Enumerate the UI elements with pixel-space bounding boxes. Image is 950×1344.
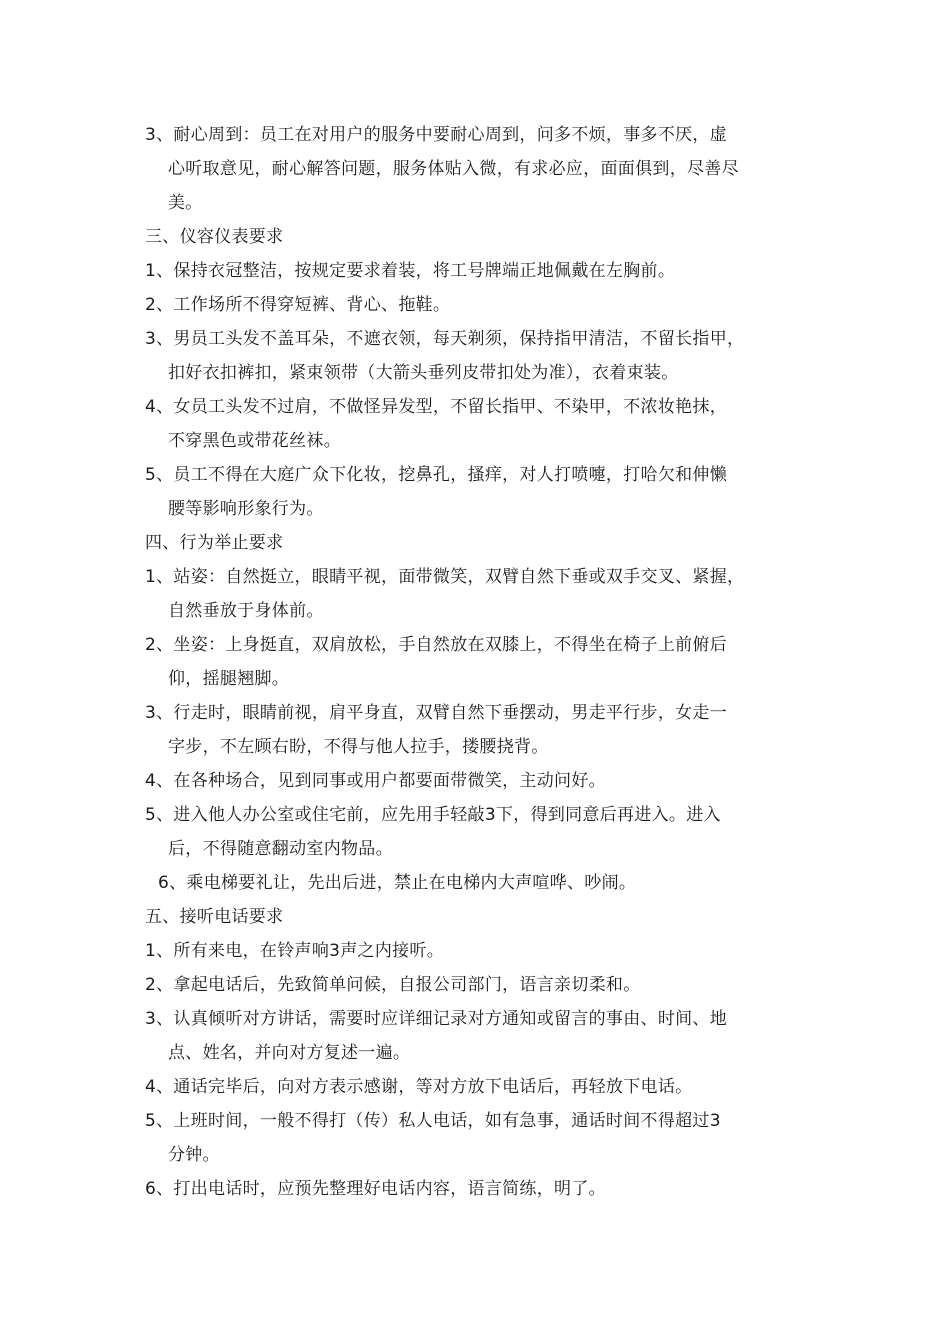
paragraph-line: 五、接听电话要求 [145,907,284,927]
paragraph-line: 3、认真倾听对方讲话，需要时应详细记录对方通知或留言的事由、时间、地 [145,1009,728,1029]
paragraph-line: 4、通话完毕后，向对方表示感谢，等对方放下电话后，再轻放下电话。 [145,1077,693,1097]
paragraph-continuation-line: 扣好衣扣裤扣，紧束领带（大箭头垂列皮带扣处为准），衣着束装。 [168,363,679,383]
list-item [145,458,805,526]
list-item [145,1172,805,1206]
list-item [145,254,805,288]
paragraph-continuation-line: 美。 [168,193,203,213]
paragraph-continuation-line: 不穿黑色或带花丝袜。 [168,431,341,451]
list-item [145,1070,805,1104]
paragraph-line: 2、坐姿：上身挺直，双肩放松，手自然放在双膝上，不得坐在椅子上前俯后 [145,635,728,655]
list-item [145,934,805,968]
paragraph-line: 5、员工不得在大庭广众下化妆，挖鼻孔，搔痒，对人打喷嚏，打哈欠和伸懒 [145,465,728,485]
paragraph-line: 3、男员工头发不盖耳朵，不遮衣领，每天剃须，保持指甲清洁，不留长指甲， [145,329,745,349]
document-body [145,118,805,1206]
paragraph-line: 5、上班时间，一般不得打（传）私人电话，如有急事，通话时间不得超过3 [145,1111,721,1131]
list-item [145,866,805,900]
list-item [145,968,805,1002]
section-heading [145,900,805,934]
paragraph-continuation-line: 分钟。 [168,1145,220,1165]
list-item [145,1104,805,1172]
paragraph-line: 2、拿起电话后，先致简单问候，自报公司部门，语言亲切柔和。 [145,975,641,995]
section-heading [145,220,805,254]
list-item [145,764,805,798]
paragraph-line: 1、保持衣冠整洁，按规定要求着装，将工号牌端正地佩戴在左胸前。 [145,261,676,281]
list-item [145,1002,805,1070]
paragraph-line: 1、所有来电，在铃声响3声之内接听。 [145,941,445,961]
list-item [145,628,805,696]
paragraph-line: 5、进入他人办公室或住宅前，应先用手轻敲3下，得到同意后再进入。进入 [145,805,721,825]
list-item [145,798,805,866]
paragraph-continuation-line: 自然垂放于身体前。 [168,601,324,621]
paragraph-line: 三、仪容仪表要求 [145,227,284,247]
paragraph-continuation-line: 字步，不左顾右盼，不得与他人拉手，搂腰挠背。 [168,737,549,757]
paragraph-line: 1、站姿：自然挺立，眼睛平视，面带微笑，双臂自然下垂或双手交叉、紧握， [145,567,745,587]
list-item [145,560,805,628]
paragraph-line: 4、女员工头发不过肩，不做怪异发型，不留长指甲、不染甲，不浓妆艳抹， [145,397,728,417]
list-item [145,118,805,220]
paragraph-continuation-line: 仰，摇腿翘脚。 [168,669,290,689]
section-heading [145,526,805,560]
paragraph-line: 3、行走时，眼睛前视，肩平身直，双臂自然下垂摆动，男走平行步，女走一 [145,703,728,723]
paragraph-continuation-line: 心听取意见，耐心解答问题，服务体贴入微，有求必应，面面俱到，尽善尽 [168,159,739,179]
paragraph-continuation-line: 后，不得随意翻动室内物品。 [168,839,393,859]
paragraph-line: 6、打出电话时，应预先整理好电话内容，语言简练，明了。 [145,1179,606,1199]
paragraph-continuation-line: 腰等影响形象行为。 [168,499,324,519]
paragraph-line: 2、工作场所不得穿短裤、背心、拖鞋。 [145,295,451,315]
paragraph-line: 4、在各种场合，见到同事或用户都要面带微笑，主动问好。 [145,771,606,791]
list-item [145,696,805,764]
paragraph-line: 四、行为举止要求 [145,533,284,553]
paragraph-line: 6、乘电梯要礼让，先出后进，禁止在电梯内大声喧哗、吵闹。 [158,873,637,893]
list-item [145,322,805,390]
paragraph-line: 3、耐心周到：员工在对用户的服务中要耐心周到，问多不烦，事多不厌，虚 [145,125,728,145]
list-item [145,390,805,458]
paragraph-continuation-line: 点、姓名，并向对方复述一遍。 [168,1043,411,1063]
list-item [145,288,805,322]
